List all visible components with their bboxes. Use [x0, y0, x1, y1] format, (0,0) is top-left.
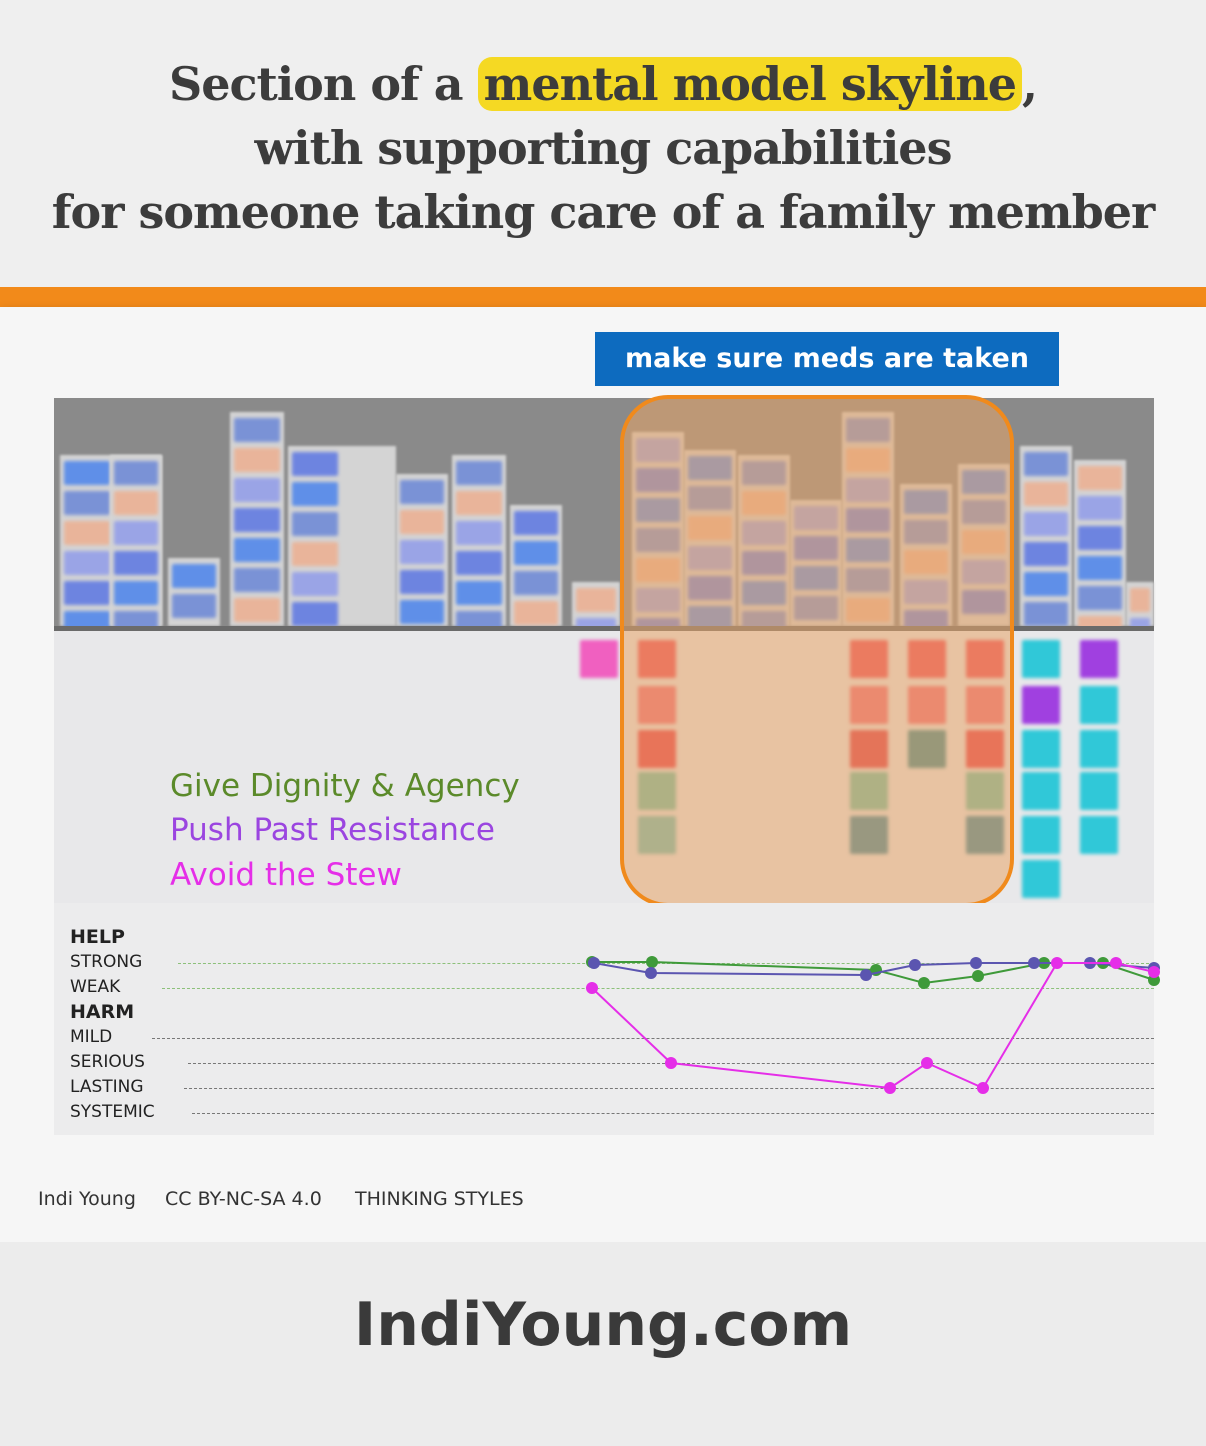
scale-weak: WEAK: [70, 977, 121, 997]
scale-point: [646, 956, 658, 968]
title-highlight: mental model skyline: [478, 57, 1022, 111]
meds-label: make sure meds are taken: [595, 332, 1059, 386]
scale-point: [665, 1057, 677, 1069]
scale-point: [909, 959, 921, 971]
footer-author: Indi Young: [38, 1188, 136, 1210]
scale-point: [1110, 957, 1122, 969]
title-line2: with supporting capabilities: [254, 121, 952, 175]
legend-push: Push Past Resistance: [170, 812, 495, 848]
scale-help: HELP: [70, 926, 125, 948]
scale-point: [1028, 957, 1040, 969]
scale-series-line: [592, 963, 1154, 1088]
legend-stew: Avoid the Stew: [170, 857, 402, 893]
scale-point: [645, 967, 657, 979]
title-line3: for someone taking care of a family member: [51, 185, 1155, 239]
scale-systemic: SYSTEMIC: [70, 1102, 155, 1122]
scale-point: [918, 977, 930, 989]
scale-point: [970, 957, 982, 969]
scale-point: [1051, 957, 1063, 969]
brand-logo[interactable]: IndiYoung.com: [353, 1290, 853, 1360]
scale-point: [860, 969, 872, 981]
scale-point: [884, 1082, 896, 1094]
scale-lasting: LASTING: [70, 1077, 144, 1097]
scale-point: [1148, 966, 1160, 978]
title-line1-after: ,: [1022, 57, 1038, 111]
scale-mild: MILD: [70, 1027, 113, 1047]
scale-point: [972, 970, 984, 982]
scale-point: [977, 1082, 989, 1094]
legend-dignity: Give Dignity & Agency: [170, 768, 520, 804]
scale-serious: SERIOUS: [70, 1052, 145, 1072]
footer-license: CC BY-NC-SA 4.0: [165, 1188, 322, 1210]
scale-point: [586, 982, 598, 994]
scale-point: [921, 1057, 933, 1069]
scale-strong: STRONG: [70, 952, 143, 972]
footer-book: THINKING STYLES: [355, 1188, 524, 1210]
scale-harm: HARM: [70, 1001, 135, 1023]
scale-point: [588, 957, 600, 969]
title-line1-before: Section of a: [168, 57, 478, 111]
